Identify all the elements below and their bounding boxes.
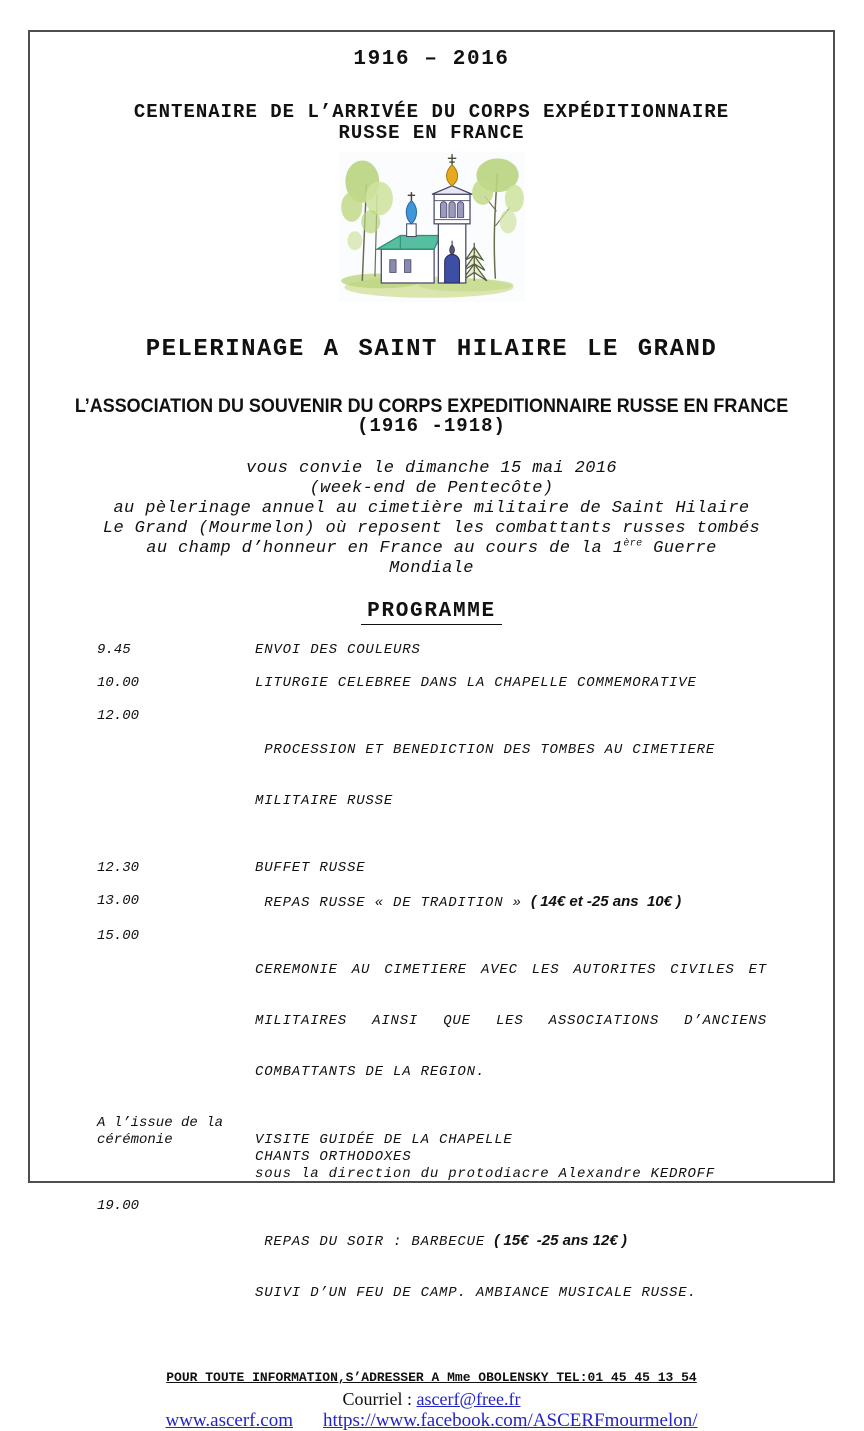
years-title: 1916 – 2016 <box>353 48 510 71</box>
price-tag: ( 15€ -25 ans 12€ ) <box>494 1231 627 1249</box>
schedule-description: PROCESSION ET BENEDICTION DES TOMBES AU CIMETIERE MILITAIRE RUSSE <box>255 742 716 809</box>
facebook-link[interactable]: https://www.facebook.com/ASCERFmourmelon/ <box>322 1409 698 1431</box>
email-line <box>30 1389 833 1410</box>
association-heading: L’ASSOCIATION DU SOUVENIR DU CORPS EXPEDITIONNAIRE RUSSE EN FRANCE <box>74 395 789 417</box>
programme-heading: PROGRAMME <box>30 601 833 623</box>
schedule-time: 10.00 <box>97 675 140 691</box>
church-illustration <box>30 152 833 307</box>
schedule-time: 15.00 <box>97 928 140 944</box>
schedule-row <box>97 928 833 1115</box>
church-drawing-icon <box>339 152 525 302</box>
schedule-description: LITURGIE CELEBREE DANS LA CHAPELLE COMMEMORATIVE <box>255 675 697 691</box>
schedule-row <box>97 708 833 844</box>
schedule-description: sous la direction du protodiacre Alexandre KEDROFF <box>255 1165 716 1182</box>
invitation-line: au pèlerinage annuel au cimetière militaire de Saint Hilaire <box>113 499 750 518</box>
superscript-ere: ère <box>623 538 643 550</box>
website-link[interactable]: www.ascerf.com <box>165 1409 293 1431</box>
schedule-time: 9.45 <box>97 642 131 658</box>
schedule-row <box>97 675 833 692</box>
schedule-row <box>97 860 833 877</box>
invitation-line: vous convie le dimanche 15 mai 2016 <box>245 459 618 478</box>
centenaire-heading-line1: CENTENAIRE DE L’ARRIVÉE DU CORPS EXPÉDITIONNAIRE <box>133 101 730 123</box>
issue-label-line1: A l’issue de la <box>97 1115 224 1131</box>
contact-info-line: POUR TOUTE INFORMATION,S’ADRESSER A Mme OBOLENSKY TEL:01 45 45 13 54 <box>166 1369 697 1385</box>
invitation-line: au champ d’honneur en France au cours de la 1ère Guerre <box>146 538 717 558</box>
invitation-paragraph <box>30 459 833 579</box>
centenaire-heading-line2: RUSSE EN FRANCE <box>338 122 525 144</box>
pelerinage-title: PELERINAGE A SAINT HILAIRE LE GRAND <box>145 336 718 363</box>
invitation-line: (week-end de Pentecôte) <box>309 479 554 498</box>
schedule-description: ENVOI DES COULEURS <box>255 642 421 658</box>
schedule-row-issue-ceremonie <box>97 1115 833 1183</box>
schedule-description: BUFFET RUSSE <box>255 860 366 876</box>
schedule-time: 19.00 <box>97 1197 140 1214</box>
issue-label-line2: cérémonie <box>97 1131 173 1148</box>
schedule-description: VISITE GUIDÉE DE LA CHAPELLE <box>255 1131 513 1148</box>
invitation-line: Mondiale <box>389 559 474 578</box>
schedule-description: CEREMONIE AU CIMETIERE AVEC LES AUTORITES CIVILES ET MILITAIRES AINSI QUE LES ASSOCIATIONS D’ANCIENS COMBATTANTS DE LA REGION. <box>255 962 767 1080</box>
schedule-row <box>97 1198 833 1336</box>
courriel-label: Courriel : <box>342 1388 417 1409</box>
invitation-line: Le Grand (Mourmelon) où reposent les combattants russes tombés <box>102 519 761 538</box>
schedule-row <box>97 642 833 659</box>
email-link[interactable]: ascerf@free.fr <box>416 1388 521 1409</box>
price-tag: ( 14€ et -25 ans 10€ ) <box>531 893 682 910</box>
association-years: (1916 -1918) <box>357 415 506 437</box>
schedule-description: CHANTS ORTHODOXES <box>255 1148 412 1165</box>
schedule-time: 12.00 <box>97 708 140 724</box>
web-links-line <box>30 1410 833 1431</box>
schedule-description: REPAS RUSSE « DE TRADITION » ( 14€ et -25 ans 10€ ) <box>255 893 682 911</box>
schedule-row <box>97 893 833 912</box>
programme-schedule <box>30 642 833 1336</box>
document-page <box>28 30 835 1431</box>
schedule-time: 12.30 <box>97 860 140 876</box>
centenaire-heading <box>30 102 833 144</box>
schedule-description: REPAS DU SOIR : BARBECUE ( 15€ -25 ans 12€ ) SUIVI D’UN FEU DE CAMP. AMBIANCE MUSICALE RUSSE. <box>255 1231 697 1301</box>
schedule-time: 13.00 <box>97 893 140 909</box>
